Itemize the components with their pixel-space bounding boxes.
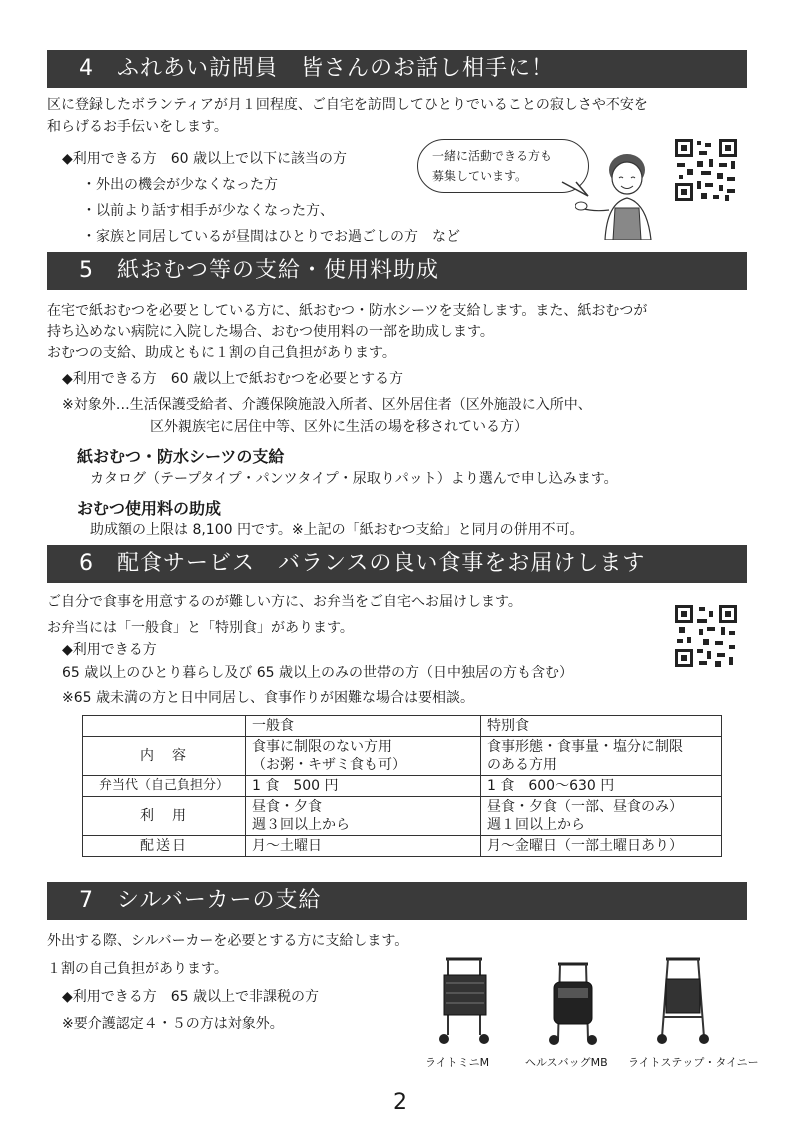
cell-line: 週１回以上から bbox=[487, 817, 585, 833]
table-row bbox=[83, 797, 722, 836]
section-5-para1: 在宅で紙おむつを必要としている方に、紙おむつ・防水シーツを支給します。また、紙おむつが bbox=[47, 303, 648, 319]
cart-caption: ヘルスバッグMB bbox=[525, 1056, 608, 1069]
table-cell: 月〜土曜日 bbox=[246, 836, 481, 857]
section-6-title: 6 配食サービス バランスの良い食事をお届けします bbox=[47, 545, 747, 583]
section-5-subheading-subsidy: おむつ使用料の助成 bbox=[77, 499, 222, 518]
section-5-title: 5 紙おむつ等の支給・使用料助成 bbox=[47, 252, 747, 290]
qr-code-section-4-icon[interactable] bbox=[673, 137, 739, 203]
table-row bbox=[83, 776, 722, 797]
cell-line: 昼食・夕食（一部、昼食のみ） bbox=[487, 799, 683, 815]
bubble-line1: 一緒に活動できる方も bbox=[432, 149, 553, 163]
table-row bbox=[83, 737, 722, 776]
section-7-note: ※要介護認定４・５の方は対象外。 bbox=[62, 1016, 284, 1032]
section-4-eligibility: ◆利用できる方 60 歳以上で以下に該当の方 bbox=[62, 151, 348, 167]
table-row-label: 配送日 bbox=[83, 836, 246, 857]
table-cell: 月〜金曜日（一部土曜日あり） bbox=[481, 836, 722, 857]
cart-caption: ライトミニM bbox=[425, 1056, 490, 1069]
table-cell: 1 食 500 円 bbox=[246, 776, 481, 797]
cell-line: 昼食・夕食 bbox=[252, 799, 322, 815]
table-cell bbox=[481, 797, 722, 836]
meal-service-table bbox=[82, 715, 722, 857]
qr-code-section-6-icon[interactable] bbox=[673, 603, 739, 669]
silver-cart-light-mini-icon bbox=[432, 955, 498, 1047]
bubble-line2: 募集しています。 bbox=[432, 169, 528, 183]
section-4-intro-line2: 和らげるお手伝いをします。 bbox=[47, 119, 228, 135]
silver-cart-light-step-tiny-icon bbox=[650, 955, 716, 1047]
section-6-para2: お弁当には「一般食」と「特別食」があります。 bbox=[47, 620, 354, 636]
cell-line: のある方用 bbox=[487, 757, 557, 773]
section-7-title: 7 シルバーカーの支給 bbox=[47, 882, 747, 920]
section-4-item: ・外出の機会が少なくなった方 bbox=[82, 177, 278, 193]
table-header-general: 一般食 bbox=[246, 716, 481, 737]
table-row bbox=[83, 836, 722, 857]
cell-line: （お粥・キザミ食も可） bbox=[252, 757, 406, 773]
section-6-note: ※65 歳未満の方と日中同居し、食事作りが困難な場合は要相談。 bbox=[62, 690, 474, 706]
section-5-diapers-text: カタログ（テープタイプ・パンツタイプ・尿取りパット）より選んで申し込みます。 bbox=[90, 471, 618, 487]
volunteer-illustration-icon bbox=[575, 148, 670, 240]
section-7-para2: １割の自己負担があります。 bbox=[47, 961, 228, 977]
table-row-label: 内 容 bbox=[83, 737, 246, 776]
section-6-para1: ご自分で食事を用意するのが難しい方に、お弁当をご自宅へお届けします。 bbox=[47, 594, 522, 610]
section-7-eligibility: ◆利用できる方 65 歳以上で非課税の方 bbox=[62, 989, 320, 1005]
table-cell: 1 食 600〜630 円 bbox=[481, 776, 722, 797]
table-header-row bbox=[83, 716, 722, 737]
table-row-label: 弁当代（自己負担分） bbox=[83, 776, 246, 797]
page-number: 2 bbox=[393, 1090, 407, 1115]
silver-cart-health-bag-icon bbox=[540, 960, 606, 1048]
section-4-title: 4 ふれあい訪問員 皆さんのお話し相手に！ bbox=[47, 50, 747, 88]
table-cell bbox=[246, 737, 481, 776]
cell-line: 食事形態・食事量・塩分に制限 bbox=[487, 739, 683, 755]
table-row-label: 利 用 bbox=[83, 797, 246, 836]
section-5-exclusion-line1: ※対象外…生活保護受給者、介護保険施設入所者、区外居住者（区外施設に入所中、 bbox=[62, 397, 592, 413]
section-5-para2: 持ち込めない病院に入院した場合、おむつ使用料の一部を助成します。 bbox=[47, 324, 494, 340]
section-4-item: ・以前より話す相手が少なくなった方、 bbox=[82, 203, 334, 219]
section-5-eligibility: ◆利用できる方 60 歳以上で紙おむつを必要とする方 bbox=[62, 371, 404, 387]
table-header-blank bbox=[83, 716, 246, 737]
section-4-intro-line1: 区に登録したボランティアが月１回程度、ご自宅を訪問してひとりでいることの寂しさや不安を bbox=[47, 97, 648, 113]
table-header-special: 特別食 bbox=[481, 716, 722, 737]
section-5-subsidy-text: 助成額の上限は 8,100 円です。※上記の「紙おむつ支給」と同月の併用不可。 bbox=[90, 522, 584, 538]
section-6-eligibility-text: 65 歳以上のひとり暮らし及び 65 歳以上のみの世帯の方（日中独居の方も含む） bbox=[62, 665, 573, 681]
section-5-para3: おむつの支給、助成ともに１割の自己負担があります。 bbox=[47, 345, 396, 361]
section-6-eligibility: ◆利用できる方 bbox=[62, 642, 157, 658]
table-cell bbox=[481, 737, 722, 776]
table-cell bbox=[246, 797, 481, 836]
section-4-item: ・家族と同居しているが昼間はひとりでお過ごしの方 など bbox=[82, 229, 460, 245]
cell-line: 食事に制限のない方用 bbox=[252, 739, 392, 755]
section-5-exclusion-line2: 区外親族宅に居住中等、区外に生活の場を移されている方） bbox=[150, 419, 528, 435]
section-5-subheading-diapers: 紙おむつ・防水シーツの支給 bbox=[77, 447, 285, 466]
cart-caption: ライトステップ・タイニー bbox=[628, 1056, 759, 1069]
cell-line: 週３回以上から bbox=[252, 817, 350, 833]
section-7-para1: 外出する際、シルバーカーを必要とする方に支給します。 bbox=[47, 933, 409, 949]
